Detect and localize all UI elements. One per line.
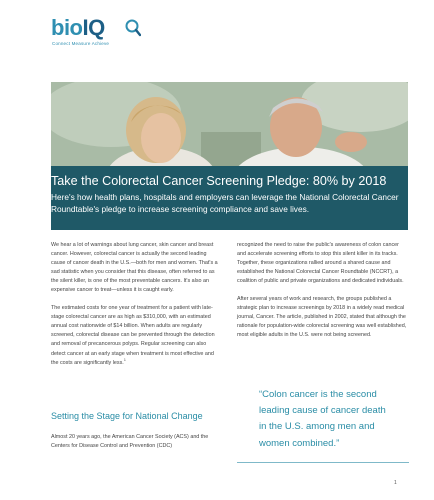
document-subtitle: Here's how health plans, hospitals and employers can leverage the National Colorectal Cancer Roundtable's pledge to increase screening compliance and save lives. [51, 192, 399, 214]
document-title: Take the Colorectal Cancer Screening Pledge: 80% by 2018 [51, 174, 387, 188]
logo-tagline: Connect Measure Achieve [52, 41, 110, 46]
page-number: 1 [394, 480, 397, 486]
hero-photo [51, 82, 408, 177]
right-column [237, 241, 409, 349]
biq-logo [51, 16, 141, 46]
pull-quote: “Colon cancer is the second leading cause of cancer death in the U.S. among men and women combined.” [259, 389, 386, 449]
pull-quote-rule [237, 462, 409, 463]
paragraph: After several years of work and research, the groups published a strategic plan to increase screenings by 2018 in a widely read medical journal, Cancer. The article, published in 2002, stated that although the rationale for population-wide colorectal screening was well established, most eligible adults in the U.S. were not being screened. [237, 296, 407, 339]
left-column [51, 241, 221, 377]
section-heading: Setting the Stage for National Change [51, 411, 203, 421]
section-body: Almost 20 years ago, the American Cancer Society (ACS) and the Centers for Disease Control and Prevention (CDC) [51, 434, 209, 450]
paragraph: We hear a lot of warnings about lung cancer, skin cancer and breast cancer. However, colorectal cancer is actually the second leading cause of cancer death in the U.S.—both for men and women. That's a sad statistic when you consider that this disease, often referred to as the silent killer, is one of the most preventable cancers. It's also an expensive cancer to treat—unless it is caught early. [51, 242, 218, 294]
paragraph: The estimated costs for one year of treatment for a patient with late-stage colorectal cancer are as high as $310,000, with an estimated annual cost nationwide of $14 billion. When adults are regularly screened, colorectal disease can be prevented through the detection and removal of precancerous polyps. Regular screening can also detect cancer at an early stage when treatment is most effective and the costs are significantly less.$^1$ [51, 305, 215, 366]
logo-wordmark: bioIQ [51, 15, 105, 40]
paragraph: recognized the need to raise the public's awareness of colon cancer and accelerate screening efforts to stop this silent killer in its tracks. Together, these organizations rallied around a shared cause and established the National Colorectal Cancer Roundtable (NCCRT), a coalition of public and private organizations and dedicated individuals. [237, 242, 404, 285]
magnifier-icon [125, 18, 141, 38]
footnote-ref: 1 [123, 357, 126, 362]
